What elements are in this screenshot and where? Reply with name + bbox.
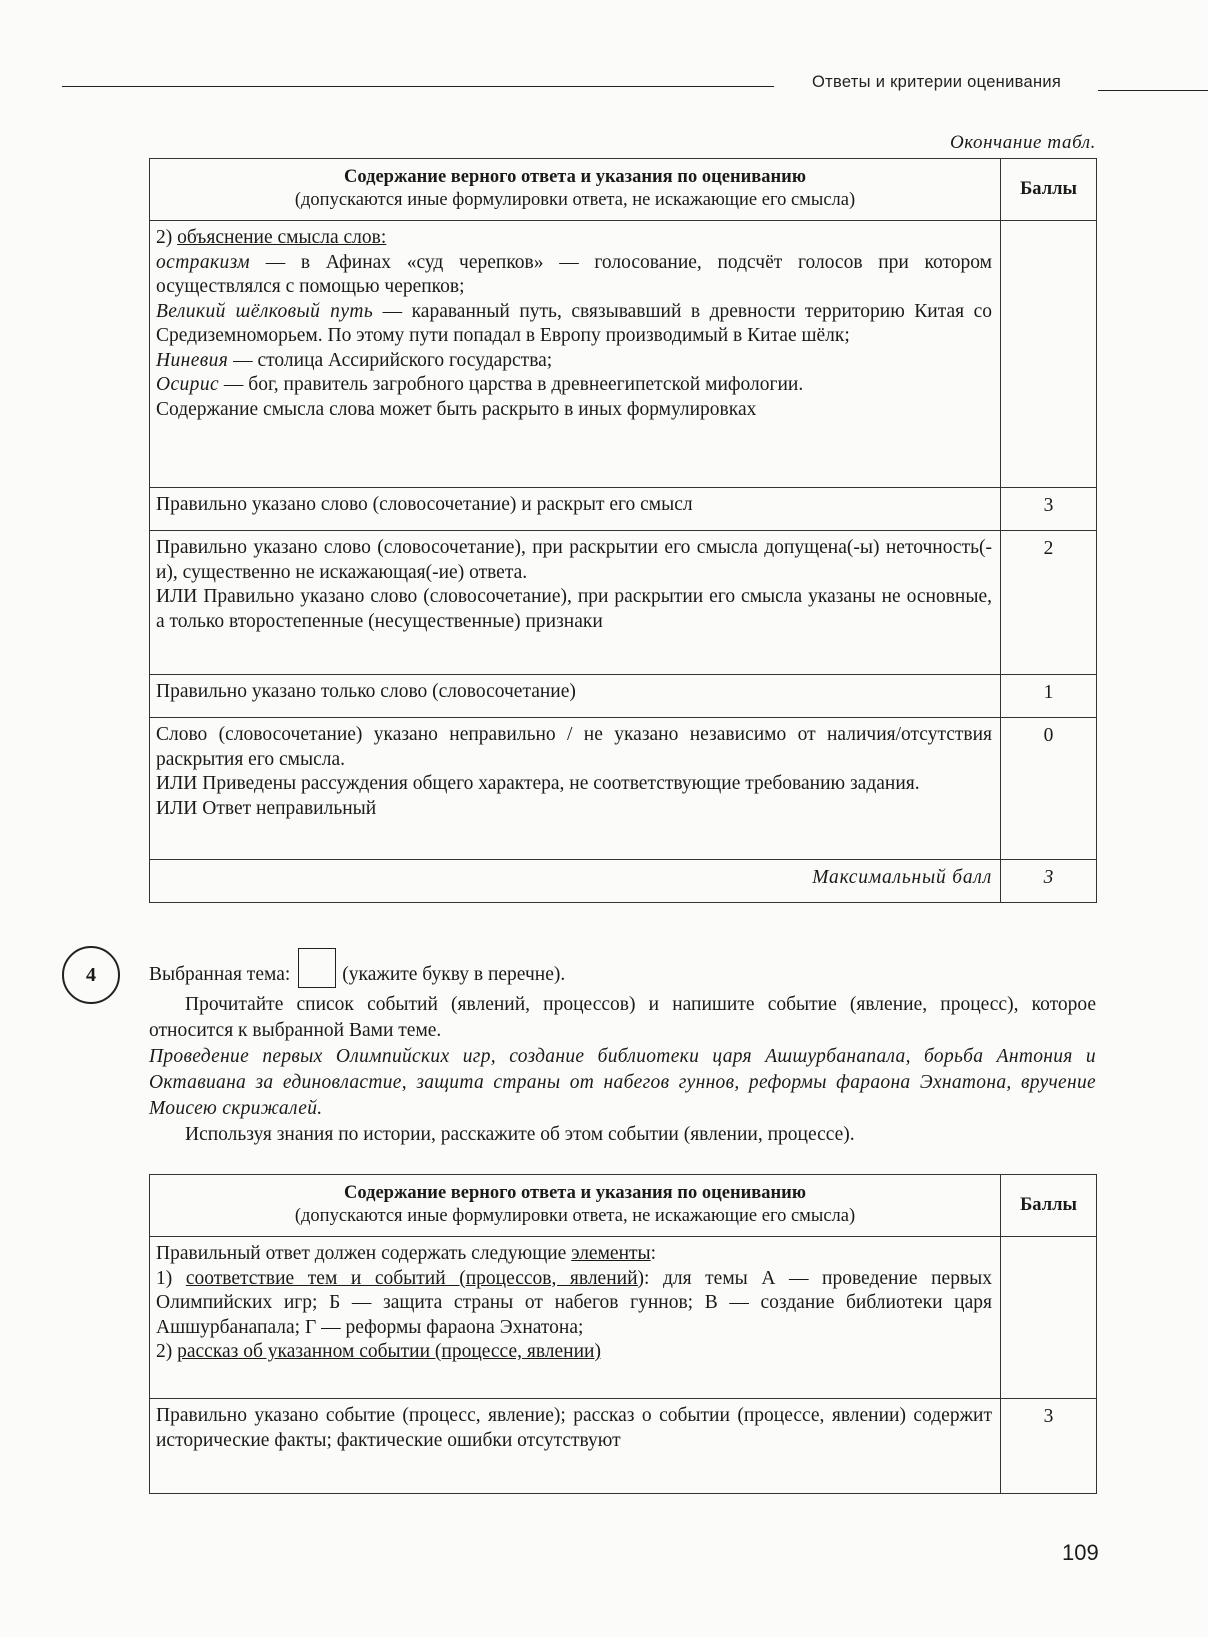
score-row-3 bbox=[150, 1399, 1097, 1494]
content-note: Содержание смысла слова может быть раскрыто в иных формулировках bbox=[156, 398, 757, 420]
score-value: 3 bbox=[1001, 488, 1097, 531]
criterion-line: ИЛИ Приведены рассуждения общего характера, не соответствующие требованию задания. bbox=[156, 773, 920, 794]
content-cell bbox=[150, 221, 1001, 488]
score-value: 3 bbox=[1001, 1399, 1097, 1494]
max-score-label: Максимальный балл bbox=[150, 860, 1001, 903]
definition: — бог, правитель загробного царства в древнеегипетской мифологии. bbox=[219, 374, 804, 395]
definition: — в Афинах «суд черепков» — голосование, подсчёт голосов при котором осуществлялся с помощью черепков; bbox=[156, 251, 992, 297]
content-intro bbox=[156, 1242, 992, 1267]
content-points-empty bbox=[1001, 1237, 1097, 1399]
task-number-badge: 4 bbox=[62, 946, 120, 1004]
definition: — столица Ассирийского государства; bbox=[228, 349, 553, 371]
content-cell bbox=[150, 1237, 1001, 1399]
definition: — караванный путь, связывавший в древности территорию Китая со Средиземноморьем. По этому пути попадал в Европу производимый в Китае шёлк; bbox=[156, 300, 992, 346]
score-criterion bbox=[150, 531, 1001, 675]
element-number: 1) bbox=[156, 1267, 186, 1289]
criterion-line: ИЛИ Правильно указано слово (словосочетание), при раскрытии его смысла указаны не основные, а только второстепенные (несущественные) признаки bbox=[156, 586, 992, 632]
topic-prefix: Выбранная тема: bbox=[149, 964, 291, 985]
header-points: Баллы bbox=[1001, 1175, 1097, 1237]
header-rule-left bbox=[62, 86, 774, 87]
criterion-line: ИЛИ Ответ неправильный bbox=[156, 797, 377, 819]
term-nineveh bbox=[156, 349, 992, 374]
criterion-line: Правильно указано слово (словосочетание), при раскрытии его смысла допущена(-ы) неточность(-и), существенно не искажающая(-ие) ответа. bbox=[156, 537, 992, 583]
score-value: 0 bbox=[1001, 718, 1097, 860]
header-points: Баллы bbox=[1001, 159, 1097, 221]
running-title: Ответы и критерии оценивания bbox=[812, 73, 1062, 91]
element-2 bbox=[156, 1340, 992, 1365]
term-silk-road bbox=[156, 300, 992, 349]
criteria-table-4 bbox=[149, 1174, 1097, 1494]
content-intro bbox=[156, 226, 992, 251]
table-continuation-label: Окончание табл. bbox=[949, 132, 1096, 153]
score-criterion: Правильно указано только слово (словосочетание) bbox=[150, 675, 1001, 718]
score-row-3 bbox=[150, 488, 1097, 531]
element-1 bbox=[156, 1267, 992, 1341]
task-instruction-2: Используя знания по истории, расскажите об этом событии (явлении, процессе). bbox=[185, 1124, 855, 1145]
intro-underlined: объяснение смысла слов: bbox=[177, 227, 387, 248]
header-subtitle: (допускаются иные формулировки ответа, не искажающие его смысла) bbox=[294, 190, 856, 210]
score-row-2 bbox=[150, 531, 1097, 675]
term: Ниневия bbox=[156, 349, 229, 371]
intro-number: 2) bbox=[156, 227, 178, 248]
page-number: 109 bbox=[1062, 1540, 1099, 1565]
score-row-1 bbox=[150, 675, 1097, 718]
term-osiris bbox=[156, 373, 992, 398]
events-list: Проведение первых Олимпийских игр, создание библиотеки царя Ашшурбанапала, борьба Антония и Октавиана за единовластие, защита страны от набегов гуннов, реформы фараона Эхнатона, вручение Моисею скрижалей. bbox=[149, 1046, 1096, 1119]
header-title: Содержание верного ответа и указания по оцениванию bbox=[344, 167, 806, 187]
content-row bbox=[150, 1237, 1097, 1399]
score-criterion: Правильно указано слово (словосочетание) и раскрыт его смысл bbox=[150, 488, 1001, 531]
term: Осирис bbox=[156, 374, 220, 395]
intro-colon: : bbox=[650, 1243, 657, 1264]
element-text: : для темы А — проведение первых Олимпийских игр; Б — защита страны от набегов гуннов; В — создание библиотеки царя Ашшурбанапала; Г — реформы фараона Эхнатона; bbox=[156, 1267, 993, 1338]
element-underlined: соответствие тем и событий (процессов, явлений) bbox=[185, 1267, 645, 1289]
score-value: 2 bbox=[1001, 531, 1097, 675]
header-subtitle: (допускаются иные формулировки ответа, не искажающие его смысла) bbox=[294, 1206, 856, 1226]
score-value: 1 bbox=[1001, 675, 1097, 718]
header-rule-right bbox=[1098, 90, 1208, 91]
header-content-cell bbox=[150, 1175, 1001, 1237]
content-points-empty bbox=[1001, 221, 1097, 488]
task-instruction: Прочитайте список событий (явлений, процессов) и напишите событие (явление, процесс), которое относится к выбранной Вами теме. bbox=[149, 994, 1096, 1041]
topic-suffix: (укажите букву в перечне). bbox=[342, 964, 566, 985]
content-row bbox=[150, 221, 1097, 488]
term-ostracism bbox=[156, 251, 992, 300]
criterion-line: Слово (словосочетание) указано неправильно / не указано независимо от наличия/отсутствия раскрытия его смысла. bbox=[156, 724, 992, 770]
intro-underlined: элементы bbox=[571, 1243, 651, 1264]
intro-text: Правильный ответ должен содержать следующие bbox=[156, 1243, 572, 1264]
term: Великий шёлковый путь bbox=[156, 300, 374, 322]
task-4-text bbox=[149, 940, 1096, 1148]
table-header-row bbox=[150, 159, 1097, 221]
table-header-row bbox=[150, 1175, 1097, 1237]
topic-answer-box[interactable] bbox=[298, 948, 336, 988]
score-row-0 bbox=[150, 718, 1097, 860]
element-underlined: рассказ об указанном событии (процессе, явлении) bbox=[177, 1341, 601, 1362]
score-criterion: Правильно указано событие (процесс, явление); рассказ о событии (процессе, явлении) содержит исторические факты; фактические ошибки отсутствуют bbox=[150, 1399, 1001, 1494]
term: остракизм bbox=[156, 251, 251, 273]
max-score-value: 3 bbox=[1001, 860, 1097, 903]
topic-line bbox=[149, 940, 1096, 988]
header-title: Содержание верного ответа и указания по оцениванию bbox=[344, 1183, 806, 1203]
criteria-table-3 bbox=[149, 158, 1097, 903]
header-content-cell bbox=[150, 159, 1001, 221]
score-criterion bbox=[150, 718, 1001, 860]
element-number: 2) bbox=[156, 1341, 178, 1362]
max-score-row bbox=[150, 860, 1097, 903]
